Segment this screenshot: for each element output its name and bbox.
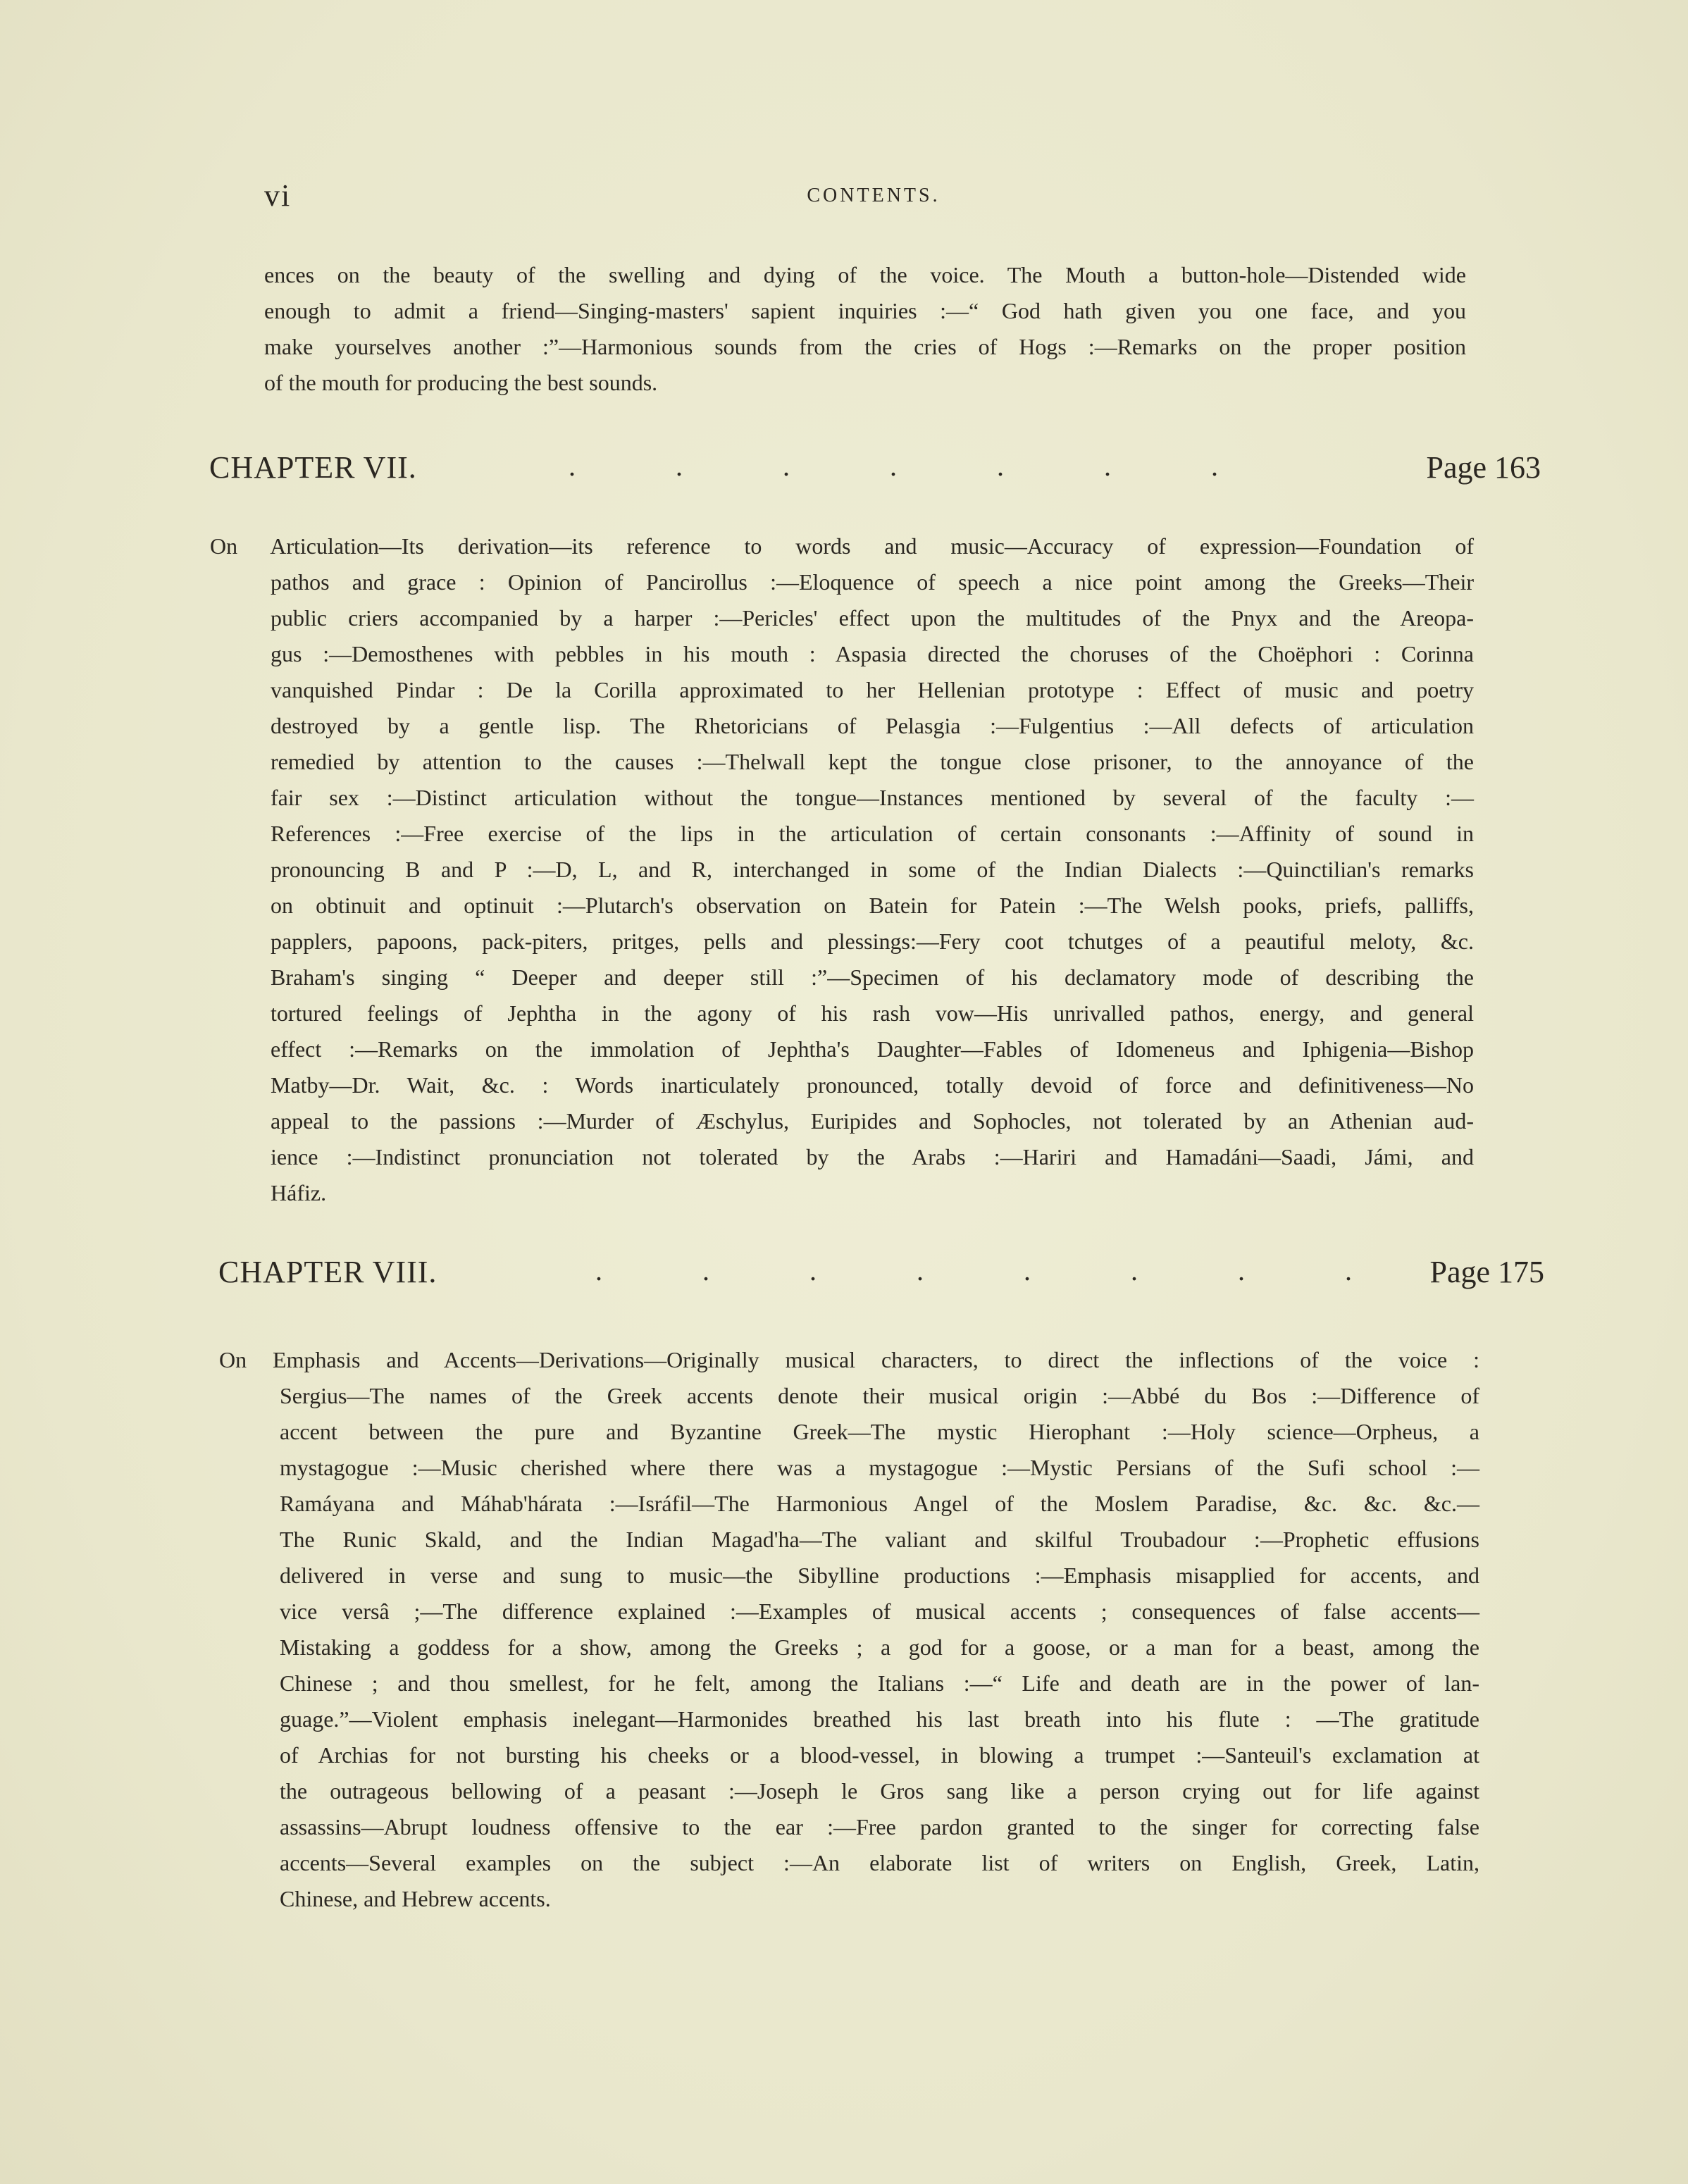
text-line: papplers, papoons, pack-piters, pritges, pells and plessings:—Fery coot tchutges of a peautiful meloty, &c. — [271, 929, 1474, 954]
text-line: remedied by attention to the causes :—Thelwall kept the tongue close prisoner, to the annoyance of the — [271, 749, 1474, 774]
text-line: accent between the pure and Byzantine Greek—The mystic Hierophant :—Holy science—Orpheus, a — [280, 1419, 1479, 1444]
chapter-7-summary — [210, 528, 1474, 1211]
text-line: on obtinuit and optinuit :—Plutarch's observation on Batein for Patein :—The Welsh pooks, priefs, palliffs, — [271, 893, 1474, 918]
text-line: pathos and grace : Opinion of Pancirollus :—Eloquence of speech a nice point among the Greeks—Their — [271, 569, 1474, 595]
chapter-title: CHAPTER VII. — [209, 450, 417, 485]
text-line: accents—Several examples on the subject :—An elaborate list of writers on English, Greek, Latin, — [280, 1850, 1479, 1875]
text-line: Ramáyana and Máhab'hárata :—Isráfil—The Harmonious Angel of the Moslem Paradise, &c. &c. &c.— — [280, 1491, 1479, 1516]
text-line: effect :—Remarks on the immolation of Jephtha's Daughter—Fables of Idomeneus and Iphigenia—Bishop — [271, 1036, 1474, 1062]
chapter-page-reference: Page 163 — [1426, 450, 1541, 485]
text-line: public criers accompanied by a harper :—Pericles' effect upon the multitudes of the Pnyx and the Areopa- — [271, 605, 1474, 631]
text-line: make yourselves another :”—Harmonious sounds from the cries of Hogs :—Remarks on the proper position — [264, 334, 1466, 359]
running-title: CONTENTS. — [807, 185, 941, 206]
text-line: ences on the beauty of the swelling and dying of the voice. The Mouth a button-hole—Distended wide — [264, 262, 1466, 287]
text-line: vanquished Pindar : De la Corilla approximated to her Hellenian prototype : Effect of music and poetry — [271, 677, 1474, 702]
continued-paragraph — [264, 257, 1466, 401]
text-line: Braham's singing “ Deeper and deeper still :”—Specimen of his declamatory mode of describing the — [271, 964, 1474, 990]
text-line: The Runic Skald, and the Indian Magad'ha—The valiant and skilful Troubadour :—Prophetic effusions — [280, 1527, 1479, 1552]
text-line: Háfiz. — [271, 1180, 327, 1205]
page-number: vi — [264, 178, 292, 213]
text-line: appeal to the passions :—Murder of Æschylus, Euripides and Sophocles, not tolerated by an Athenian aud- — [271, 1108, 1474, 1134]
chapter-8-heading — [218, 1254, 1544, 1296]
text-line: destroyed by a gentle lisp. The Rhetoricians of Pelasgia :—Fulgentius :—All defects of articulation — [271, 713, 1474, 738]
text-line: On Articulation—Its derivation—its reference to words and music—Accuracy of expression—Foundation of — [210, 533, 1474, 559]
chapter-title: CHAPTER VIII. — [218, 1255, 437, 1289]
text-line: mystagogue :—Music cherished where there was a mystagogue :—Mystic Persians of the Sufi school :— — [280, 1455, 1479, 1480]
text-line: fair sex :—Distinct articulation without the tongue—Instances mentioned by several of the faculty :— — [271, 785, 1474, 810]
text-line: guage.”—Violent emphasis inelegant—Harmonides breathed his last breath into his flute : —The gratitude — [280, 1706, 1479, 1732]
text-line: of Archias for not bursting his cheeks or a blood-vessel, in blowing a trumpet :—Santeuil's exclamation at — [280, 1742, 1479, 1768]
text-line: of the mouth for producing the best sounds. — [264, 370, 658, 395]
text-line: delivered in verse and sung to music—the Sibylline productions :—Emphasis misapplied for accents, and — [280, 1563, 1479, 1588]
text-line: References :—Free exercise of the lips in the articulation of certain consonants :—Affinity of sound in — [271, 821, 1474, 846]
text-line: Matby—Dr. Wait, &c. : Words inarticulately pronounced, totally devoid of force and definitiveness—No — [271, 1072, 1474, 1098]
text-line: Mistaking a goddess for a show, among the Greeks ; a god for a goose, or a man for a beast, among the — [280, 1634, 1479, 1660]
chapter-7-heading — [209, 449, 1541, 492]
text-line: On Emphasis and Accents—Derivations—Originally musical characters, to direct the inflections of the voice : — [219, 1347, 1479, 1372]
text-line: the outrageous bellowing of a peasant :—Joseph le Gros sang like a person crying out for life against — [280, 1778, 1479, 1804]
running-head — [264, 178, 1483, 220]
text-line: enough to admit a friend—Singing-masters' sapient inquiries :—“ God hath given you one face, and you — [264, 298, 1466, 323]
dot-leaders: . . . . . . . — [569, 450, 1265, 482]
text-line: assassins—Abrupt loudness offensive to the ear :—Free pardon granted to the singer for correcting false — [280, 1814, 1479, 1839]
text-line: pronouncing B and P :—D, L, and R, interchanged in some of the Indian Dialects :—Quinctilian's remarks — [271, 857, 1474, 882]
text-line: Chinese ; and thou smellest, for he felt, among the Italians :—“ Life and death are in the power of lan- — [280, 1670, 1479, 1696]
text-line: Chinese, and Hebrew accents. — [280, 1886, 551, 1911]
dot-leaders: . . . . . . . . — [595, 1255, 1398, 1286]
text-line: ience :—Indistinct pronunciation not tolerated by the Arabs :—Hariri and Hamadáni—Saadi, Jámi, and — [271, 1144, 1474, 1169]
text-line: tortured feelings of Jephtha in the agony of his rash vow—His unrivalled pathos, energy, and general — [271, 1000, 1474, 1026]
chapter-page-reference: Page 175 — [1429, 1255, 1544, 1289]
chapter-8-summary — [219, 1342, 1479, 1917]
text-line: Sergius—The names of the Greek accents denote their musical origin :—Abbé du Bos :—Difference of — [280, 1383, 1479, 1408]
text-line: vice versâ ;—The difference explained :—Examples of musical accents ; consequences of false accents— — [280, 1599, 1479, 1624]
text-line: gus :—Demosthenes with pebbles in his mouth : Aspasia directed the choruses of the Choëphori : Corinna — [271, 641, 1474, 666]
